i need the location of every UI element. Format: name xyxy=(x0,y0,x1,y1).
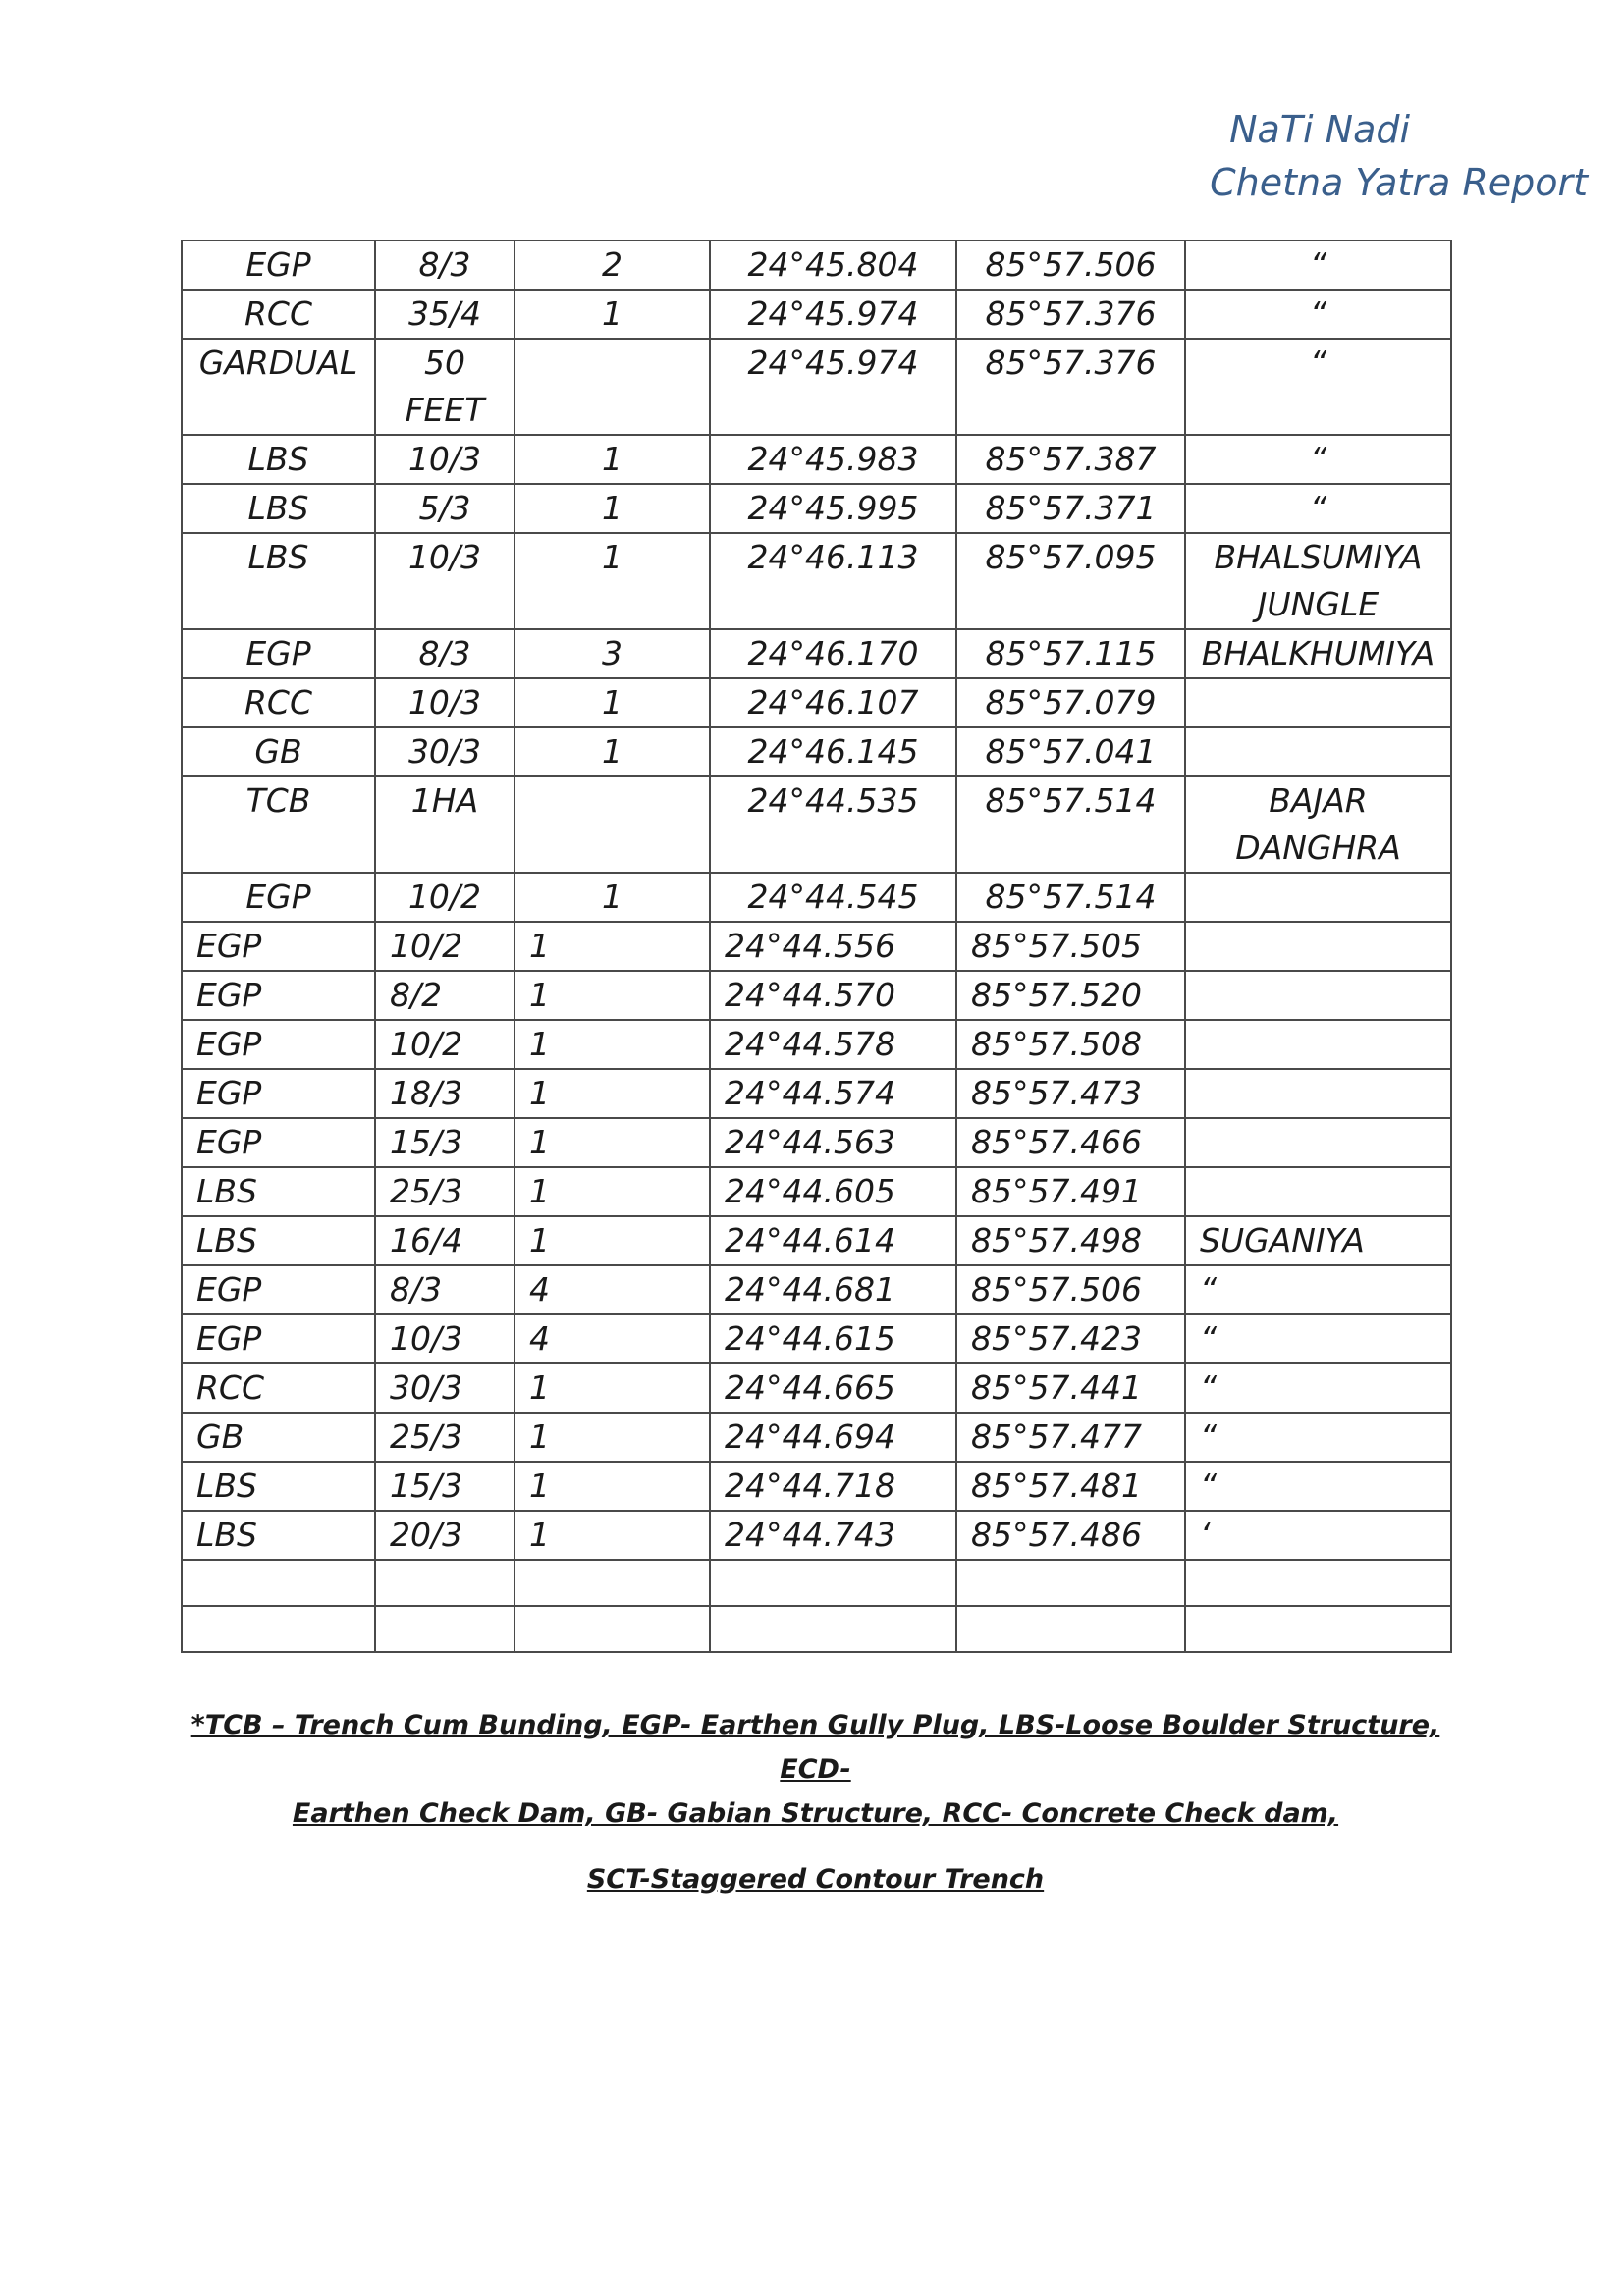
size-cell: 10/2 xyxy=(375,873,514,922)
structure-type-cell: GB xyxy=(182,1413,375,1462)
structure-type-cell: LBS xyxy=(182,1216,375,1265)
table-row xyxy=(182,1363,1451,1413)
longitude-cell: 85°57.095 xyxy=(956,533,1185,629)
longitude-cell: 85°57.506 xyxy=(956,240,1185,290)
count-cell: 3 xyxy=(514,629,710,678)
latitude-cell xyxy=(710,1560,956,1606)
table-row xyxy=(182,1413,1451,1462)
latitude-cell: 24°44.665 xyxy=(710,1363,956,1413)
longitude-cell: 85°57.376 xyxy=(956,339,1185,435)
table-row xyxy=(182,1606,1451,1652)
location-cell: “ xyxy=(1185,1314,1451,1363)
location-cell: ‘ xyxy=(1185,1511,1451,1560)
count-cell: 1 xyxy=(514,727,710,776)
longitude-cell: 85°57.041 xyxy=(956,727,1185,776)
location-cell: BAJAR DANGHRA xyxy=(1185,776,1451,873)
count-cell: 1 xyxy=(514,873,710,922)
structure-type-cell: EGP xyxy=(182,1265,375,1314)
table-row xyxy=(182,1462,1451,1511)
table-row xyxy=(182,776,1451,873)
size-cell: 10/3 xyxy=(375,678,514,727)
table-row xyxy=(182,240,1451,290)
longitude-cell: 85°57.491 xyxy=(956,1167,1185,1216)
longitude-cell: 85°57.514 xyxy=(956,776,1185,873)
table-row xyxy=(182,727,1451,776)
latitude-cell xyxy=(710,1606,956,1652)
footnote-line-3: SCT-Staggered Contour Trench xyxy=(586,1864,1045,1895)
longitude-cell: 85°57.079 xyxy=(956,678,1185,727)
table-row xyxy=(182,339,1451,435)
latitude-cell: 24°44.615 xyxy=(710,1314,956,1363)
longitude-cell: 85°57.520 xyxy=(956,971,1185,1020)
size-cell: 50 FEET xyxy=(375,339,514,435)
table-row xyxy=(182,1020,1451,1069)
location-cell: SUGANIYA xyxy=(1185,1216,1451,1265)
structure-type-cell: EGP xyxy=(182,971,375,1020)
count-cell: 1 xyxy=(514,290,710,339)
header-title: NaTi Nadi xyxy=(1229,108,1411,151)
location-cell: BHALSUMIYA JUNGLE xyxy=(1185,533,1451,629)
latitude-cell: 24°44.743 xyxy=(710,1511,956,1560)
table-row xyxy=(182,873,1451,922)
latitude-cell: 24°44.545 xyxy=(710,873,956,922)
count-cell: 1 xyxy=(514,1069,710,1118)
location-cell: BHALKHUMIYA xyxy=(1185,629,1451,678)
latitude-cell: 24°44.694 xyxy=(710,1413,956,1462)
location-cell: “ xyxy=(1185,290,1451,339)
longitude-cell xyxy=(956,1606,1185,1652)
longitude-cell: 85°57.508 xyxy=(956,1020,1185,1069)
structure-type-cell: LBS xyxy=(182,1167,375,1216)
count-cell xyxy=(514,776,710,873)
size-cell: 20/3 xyxy=(375,1511,514,1560)
latitude-cell: 24°44.563 xyxy=(710,1118,956,1167)
latitude-cell: 24°46.145 xyxy=(710,727,956,776)
longitude-cell: 85°57.387 xyxy=(956,435,1185,484)
table-row xyxy=(182,1216,1451,1265)
size-cell: 8/2 xyxy=(375,971,514,1020)
table-row xyxy=(182,1314,1451,1363)
structure-type-cell xyxy=(182,1606,375,1652)
structure-type-cell: EGP xyxy=(182,1314,375,1363)
structure-type-cell: RCC xyxy=(182,1363,375,1413)
size-cell xyxy=(375,1606,514,1652)
count-cell: 1 xyxy=(514,1020,710,1069)
count-cell: 1 xyxy=(514,533,710,629)
structure-type-cell: EGP xyxy=(182,629,375,678)
location-cell xyxy=(1185,1606,1451,1652)
structure-type-cell: EGP xyxy=(182,1118,375,1167)
size-cell: 25/3 xyxy=(375,1167,514,1216)
structure-type-cell: RCC xyxy=(182,290,375,339)
location-cell xyxy=(1185,727,1451,776)
count-cell: 1 xyxy=(514,1511,710,1560)
structures-table xyxy=(181,240,1452,1653)
latitude-cell: 24°46.107 xyxy=(710,678,956,727)
table-row xyxy=(182,533,1451,629)
count-cell: 1 xyxy=(514,1118,710,1167)
latitude-cell: 24°46.170 xyxy=(710,629,956,678)
table-row xyxy=(182,1265,1451,1314)
table-row xyxy=(182,1511,1451,1560)
structure-type-cell: LBS xyxy=(182,435,375,484)
count-cell xyxy=(514,339,710,435)
location-cell xyxy=(1185,1069,1451,1118)
table-row xyxy=(182,435,1451,484)
latitude-cell: 24°44.718 xyxy=(710,1462,956,1511)
table-row xyxy=(182,971,1451,1020)
structure-type-cell: EGP xyxy=(182,1020,375,1069)
latitude-cell: 24°44.578 xyxy=(710,1020,956,1069)
count-cell: 1 xyxy=(514,484,710,533)
longitude-cell: 85°57.481 xyxy=(956,1462,1185,1511)
latitude-cell: 24°44.535 xyxy=(710,776,956,873)
table-row xyxy=(182,678,1451,727)
location-cell xyxy=(1185,1020,1451,1069)
structure-type-cell: EGP xyxy=(182,873,375,922)
structure-type-cell xyxy=(182,1560,375,1606)
header-subtitle: Chetna Yatra Report xyxy=(1210,161,1588,204)
latitude-cell: 24°45.983 xyxy=(710,435,956,484)
count-cell: 1 xyxy=(514,922,710,971)
size-cell: 10/3 xyxy=(375,533,514,629)
size-cell: 8/3 xyxy=(375,240,514,290)
count-cell: 1 xyxy=(514,1167,710,1216)
structure-type-cell: EGP xyxy=(182,922,375,971)
size-cell xyxy=(375,1560,514,1606)
structure-type-cell: LBS xyxy=(182,533,375,629)
size-cell: 1HA xyxy=(375,776,514,873)
size-cell: 30/3 xyxy=(375,1363,514,1413)
longitude-cell: 85°57.514 xyxy=(956,873,1185,922)
location-cell: “ xyxy=(1185,484,1451,533)
size-cell: 35/4 xyxy=(375,290,514,339)
longitude-cell xyxy=(956,1560,1185,1606)
size-cell: 30/3 xyxy=(375,727,514,776)
structure-type-cell: LBS xyxy=(182,1462,375,1511)
longitude-cell: 85°57.466 xyxy=(956,1118,1185,1167)
location-cell: “ xyxy=(1185,339,1451,435)
latitude-cell: 24°44.605 xyxy=(710,1167,956,1216)
structure-type-cell: RCC xyxy=(182,678,375,727)
footnote-line-1: *TCB – Trench Cum Bunding, EGP- Earthen Gully Plug, LBS-Loose Boulder Structure, ECD- xyxy=(190,1710,1440,1785)
location-cell: “ xyxy=(1185,1265,1451,1314)
location-cell: “ xyxy=(1185,1363,1451,1413)
table-row xyxy=(182,1167,1451,1216)
count-cell: 1 xyxy=(514,1462,710,1511)
count-cell: 1 xyxy=(514,1363,710,1413)
count-cell: 1 xyxy=(514,971,710,1020)
latitude-cell: 24°45.974 xyxy=(710,290,956,339)
size-cell: 8/3 xyxy=(375,629,514,678)
size-cell: 16/4 xyxy=(375,1216,514,1265)
location-cell xyxy=(1185,873,1451,922)
longitude-cell: 85°57.498 xyxy=(956,1216,1185,1265)
size-cell: 15/3 xyxy=(375,1462,514,1511)
table-row xyxy=(182,1069,1451,1118)
count-cell xyxy=(514,1560,710,1606)
location-cell xyxy=(1185,1118,1451,1167)
location-cell xyxy=(1185,678,1451,727)
count-cell xyxy=(514,1606,710,1652)
size-cell: 10/3 xyxy=(375,435,514,484)
report-header xyxy=(1210,103,1588,209)
table-row xyxy=(182,1118,1451,1167)
footnote-line-2: Earthen Check Dam, GB- Gabian Structure, RCC- Concrete Check dam, xyxy=(292,1798,1339,1829)
count-cell: 2 xyxy=(514,240,710,290)
table-row xyxy=(182,629,1451,678)
longitude-cell: 85°57.505 xyxy=(956,922,1185,971)
size-cell: 10/3 xyxy=(375,1314,514,1363)
location-cell xyxy=(1185,971,1451,1020)
size-cell: 25/3 xyxy=(375,1413,514,1462)
table-row xyxy=(182,1560,1451,1606)
table-row xyxy=(182,922,1451,971)
structure-type-cell: LBS xyxy=(182,484,375,533)
location-cell xyxy=(1185,1560,1451,1606)
longitude-cell: 85°57.371 xyxy=(956,484,1185,533)
count-cell: 1 xyxy=(514,678,710,727)
structure-type-cell: EGP xyxy=(182,240,375,290)
structures-table-body xyxy=(182,240,1451,1652)
size-cell: 10/2 xyxy=(375,1020,514,1069)
size-cell: 10/2 xyxy=(375,922,514,971)
size-cell: 8/3 xyxy=(375,1265,514,1314)
longitude-cell: 85°57.441 xyxy=(956,1363,1185,1413)
count-cell: 1 xyxy=(514,435,710,484)
size-cell: 5/3 xyxy=(375,484,514,533)
structure-type-cell: LBS xyxy=(182,1511,375,1560)
size-cell: 18/3 xyxy=(375,1069,514,1118)
latitude-cell: 24°44.556 xyxy=(710,922,956,971)
structure-type-cell: GARDUAL xyxy=(182,339,375,435)
latitude-cell: 24°46.113 xyxy=(710,533,956,629)
latitude-cell: 24°45.804 xyxy=(710,240,956,290)
structure-type-cell: EGP xyxy=(182,1069,375,1118)
latitude-cell: 24°44.570 xyxy=(710,971,956,1020)
structure-type-cell: GB xyxy=(182,727,375,776)
longitude-cell: 85°57.506 xyxy=(956,1265,1185,1314)
table-row xyxy=(182,484,1451,533)
longitude-cell: 85°57.486 xyxy=(956,1511,1185,1560)
longitude-cell: 85°57.115 xyxy=(956,629,1185,678)
location-cell: “ xyxy=(1185,435,1451,484)
latitude-cell: 24°44.574 xyxy=(710,1069,956,1118)
longitude-cell: 85°57.477 xyxy=(956,1413,1185,1462)
longitude-cell: 85°57.473 xyxy=(956,1069,1185,1118)
longitude-cell: 85°57.423 xyxy=(956,1314,1185,1363)
count-cell: 4 xyxy=(514,1314,710,1363)
count-cell: 1 xyxy=(514,1413,710,1462)
size-cell: 15/3 xyxy=(375,1118,514,1167)
abbreviation-footnote xyxy=(181,1703,1450,1901)
latitude-cell: 24°45.974 xyxy=(710,339,956,435)
location-cell: “ xyxy=(1185,1413,1451,1462)
location-cell xyxy=(1185,922,1451,971)
table-row xyxy=(182,290,1451,339)
location-cell: “ xyxy=(1185,1462,1451,1511)
location-cell: “ xyxy=(1185,240,1451,290)
count-cell: 4 xyxy=(514,1265,710,1314)
count-cell: 1 xyxy=(514,1216,710,1265)
latitude-cell: 24°44.681 xyxy=(710,1265,956,1314)
structure-type-cell: TCB xyxy=(182,776,375,873)
latitude-cell: 24°44.614 xyxy=(710,1216,956,1265)
latitude-cell: 24°45.995 xyxy=(710,484,956,533)
location-cell xyxy=(1185,1167,1451,1216)
longitude-cell: 85°57.376 xyxy=(956,290,1185,339)
